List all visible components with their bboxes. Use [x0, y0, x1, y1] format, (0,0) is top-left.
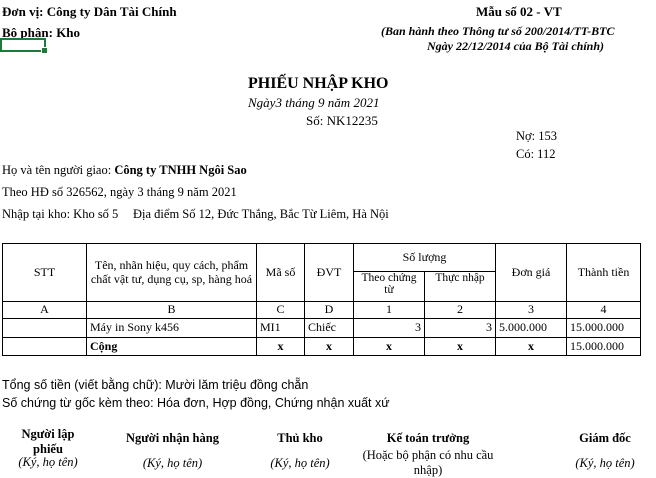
row-amount-cell[interactable]: 15.000.000	[567, 319, 641, 338]
deliverer-line	[2, 164, 247, 177]
header-code: Mã số	[257, 244, 305, 302]
header-qty-actual: Thực nhập	[425, 272, 496, 302]
signature-block-chief-accountant: Kế toán trưởng (Hoặc bộ phận có nhu cầu nhập)	[362, 431, 494, 477]
total-qty-actual-cell[interactable]: x	[425, 338, 496, 356]
document-date: Ngày3 tháng 9 năm 2021	[248, 95, 380, 110]
row-unit-cell[interactable]: Chiếc	[305, 319, 354, 338]
credit-account: Có: 112	[516, 147, 556, 161]
signature-block-receiver: Người nhận hàng (Ký, họ tên)	[126, 431, 219, 470]
goods-table	[2, 243, 641, 356]
fill-handle[interactable]	[41, 47, 48, 54]
warehouse-line: Nhập tại kho: Kho số 5	[2, 207, 119, 221]
signature-block-director: Giám đốc (Ký, họ tên)	[575, 431, 635, 470]
selected-cell-indicator[interactable]	[0, 38, 46, 52]
signature-block-preparer: Người lập phiếu (Ký, họ tên)	[18, 427, 78, 469]
row-unit-price-cell[interactable]: 5.000.000	[496, 319, 567, 338]
debit-account: Nợ: 153	[516, 129, 557, 143]
form-number: Mẫu số 02 - VT	[476, 4, 562, 19]
header-unit-price: Đơn giá	[496, 244, 567, 302]
table-code-row	[3, 302, 641, 319]
code-cell[interactable]: D	[305, 302, 354, 319]
attached-documents: Số chứng từ gốc kèm theo: Hóa đơn, Hợp đồng, Chứng nhận xuất xứ	[2, 396, 390, 410]
code-cell[interactable]: A	[3, 302, 87, 319]
row-qty-actual-cell[interactable]: 3	[425, 319, 496, 338]
row-stt-cell[interactable]	[3, 319, 87, 338]
table-total-row	[3, 338, 641, 356]
signature-block-storekeeper: Thủ kho (Ký, họ tên)	[270, 431, 330, 470]
table-header-row	[3, 244, 641, 272]
code-cell[interactable]: 3	[496, 302, 567, 319]
contract-line: Theo HĐ số 326562, ngày 3 tháng 9 năm 2021	[2, 185, 237, 199]
total-code-cell[interactable]: x	[257, 338, 305, 356]
header-stt: STT	[3, 244, 87, 302]
code-cell[interactable]: 2	[425, 302, 496, 319]
code-cell[interactable]: 1	[354, 302, 425, 319]
deliverer-label: Họ và tên người giao:	[2, 163, 115, 177]
header-unit: ĐVT	[305, 244, 354, 302]
table-row	[3, 319, 641, 338]
deliverer-value: Công ty TNHH Ngôi Sao	[114, 163, 247, 177]
row-qty-doc-cell[interactable]: 3	[354, 319, 425, 338]
page-title: PHIẾU NHẬP KHO	[248, 75, 389, 92]
issued-by-line1: (Ban hành theo Thông tư số 200/2014/TT-BTC	[381, 24, 615, 38]
row-code-cell[interactable]: MI1	[257, 319, 305, 338]
document-number: Số: NK12235	[306, 113, 378, 128]
code-cell[interactable]: 4	[567, 302, 641, 319]
total-label-cell[interactable]: Cộng	[87, 338, 257, 356]
location-line: Địa điểm Số 12, Đức Thắng, Bắc Từ Liêm, Hà Nội	[133, 207, 389, 221]
total-unit-cell[interactable]: x	[305, 338, 354, 356]
header-item-name: Tên, nhãn hiệu, quy cách, phẩm chất vật tư, dụng cụ, sp, hàng hoá	[87, 244, 257, 302]
total-amount-cell[interactable]: 15.000.000	[567, 338, 641, 356]
header-quantity: Số lượng	[354, 244, 496, 272]
total-stt-cell[interactable]	[3, 338, 87, 356]
code-cell[interactable]: C	[257, 302, 305, 319]
total-qty-doc-cell[interactable]: x	[354, 338, 425, 356]
header-qty-by-document: Theo chứng từ	[354, 272, 425, 302]
amount-in-words: Tổng số tiền (viết bằng chữ): Mười lăm triệu đồng chẵn	[2, 378, 309, 392]
row-item-name-cell[interactable]: Máy in Sony k456	[87, 319, 257, 338]
issued-by-line2: Ngày 22/12/2014 của Bộ Tài chính)	[427, 39, 605, 53]
department-label: Bộ phận: Kho	[2, 25, 81, 40]
code-cell[interactable]: B	[87, 302, 257, 319]
header-amount: Thành tiền	[567, 244, 641, 302]
total-price-cell[interactable]: x	[496, 338, 567, 356]
unit-label: Đơn vị: Công ty Dân Tài Chính	[2, 4, 177, 19]
